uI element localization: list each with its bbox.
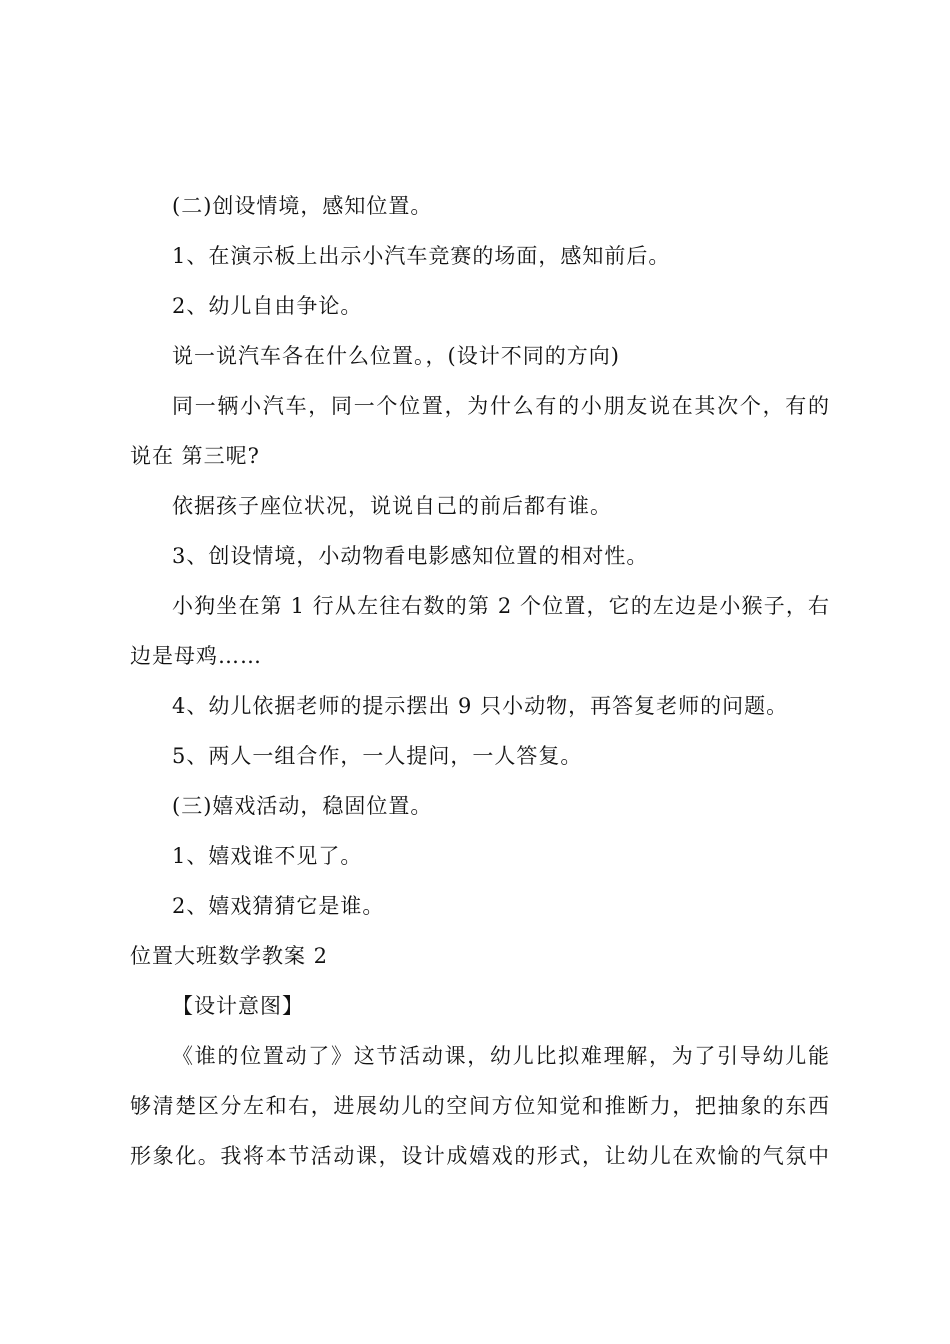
design-intent-heading: 【设计意图】 [172,994,304,1018]
paragraph-game-2: 2、嬉戏猜猜它是谁。 [172,894,385,918]
paragraph-intent-line-2: 够清楚区分左和右，进展幼儿的空间方位知觉和推断力，把抽象的东西 [130,1094,830,1118]
paragraph-intent-line-1: 《谁的位置动了》这节活动课，幼儿比拟难理解，为了引导幼儿能 [172,1044,830,1068]
paragraph-step-3: 3、创设情境，小动物看电影感知位置的相对性。 [172,544,649,568]
document-title-2: 位置大班数学教案 2 [130,944,329,968]
section-heading-two: (二)创设情境，感知位置。 [172,194,433,218]
paragraph-step-1: 1、在演示板上出示小汽车竞赛的场面，感知前后。 [172,244,671,268]
paragraph-puppy-line-1: 小狗坐在第 1 行从左往右数的第 2 个位置，它的左边是小猴子，右 [172,594,830,618]
paragraph-step-5: 5、两人一组合作，一人提问，一人答复。 [172,744,583,768]
paragraph-intent-line-3: 形象化。我将本节活动课，设计成嬉戏的形式，让幼儿在欢愉的气氛中 [130,1144,830,1168]
paragraph-game-1: 1、嬉戏谁不见了。 [172,844,363,868]
paragraph-step-4: 4、幼儿依据老师的提示摆出 9 只小动物，再答复老师的问题。 [172,694,789,718]
paragraph-talk-positions: 说一说汽车各在什么位置。，(设计不同的方向) [172,344,620,368]
section-heading-three: (三)嬉戏活动，稳固位置。 [172,794,433,818]
paragraph-same-car-line-1: 同一辆小汽车，同一个位置，为什么有的小朋友说在其次个，有的 [172,394,830,418]
paragraph-seat-situation: 依据孩子座位状况，说说自己的前后都有谁。 [172,494,612,518]
paragraph-puppy-line-2: 边是母鸡…… [130,644,262,668]
paragraph-same-car-line-2: 说在 第三呢? [130,444,260,468]
paragraph-step-2: 2、幼儿自由争论。 [172,294,363,318]
